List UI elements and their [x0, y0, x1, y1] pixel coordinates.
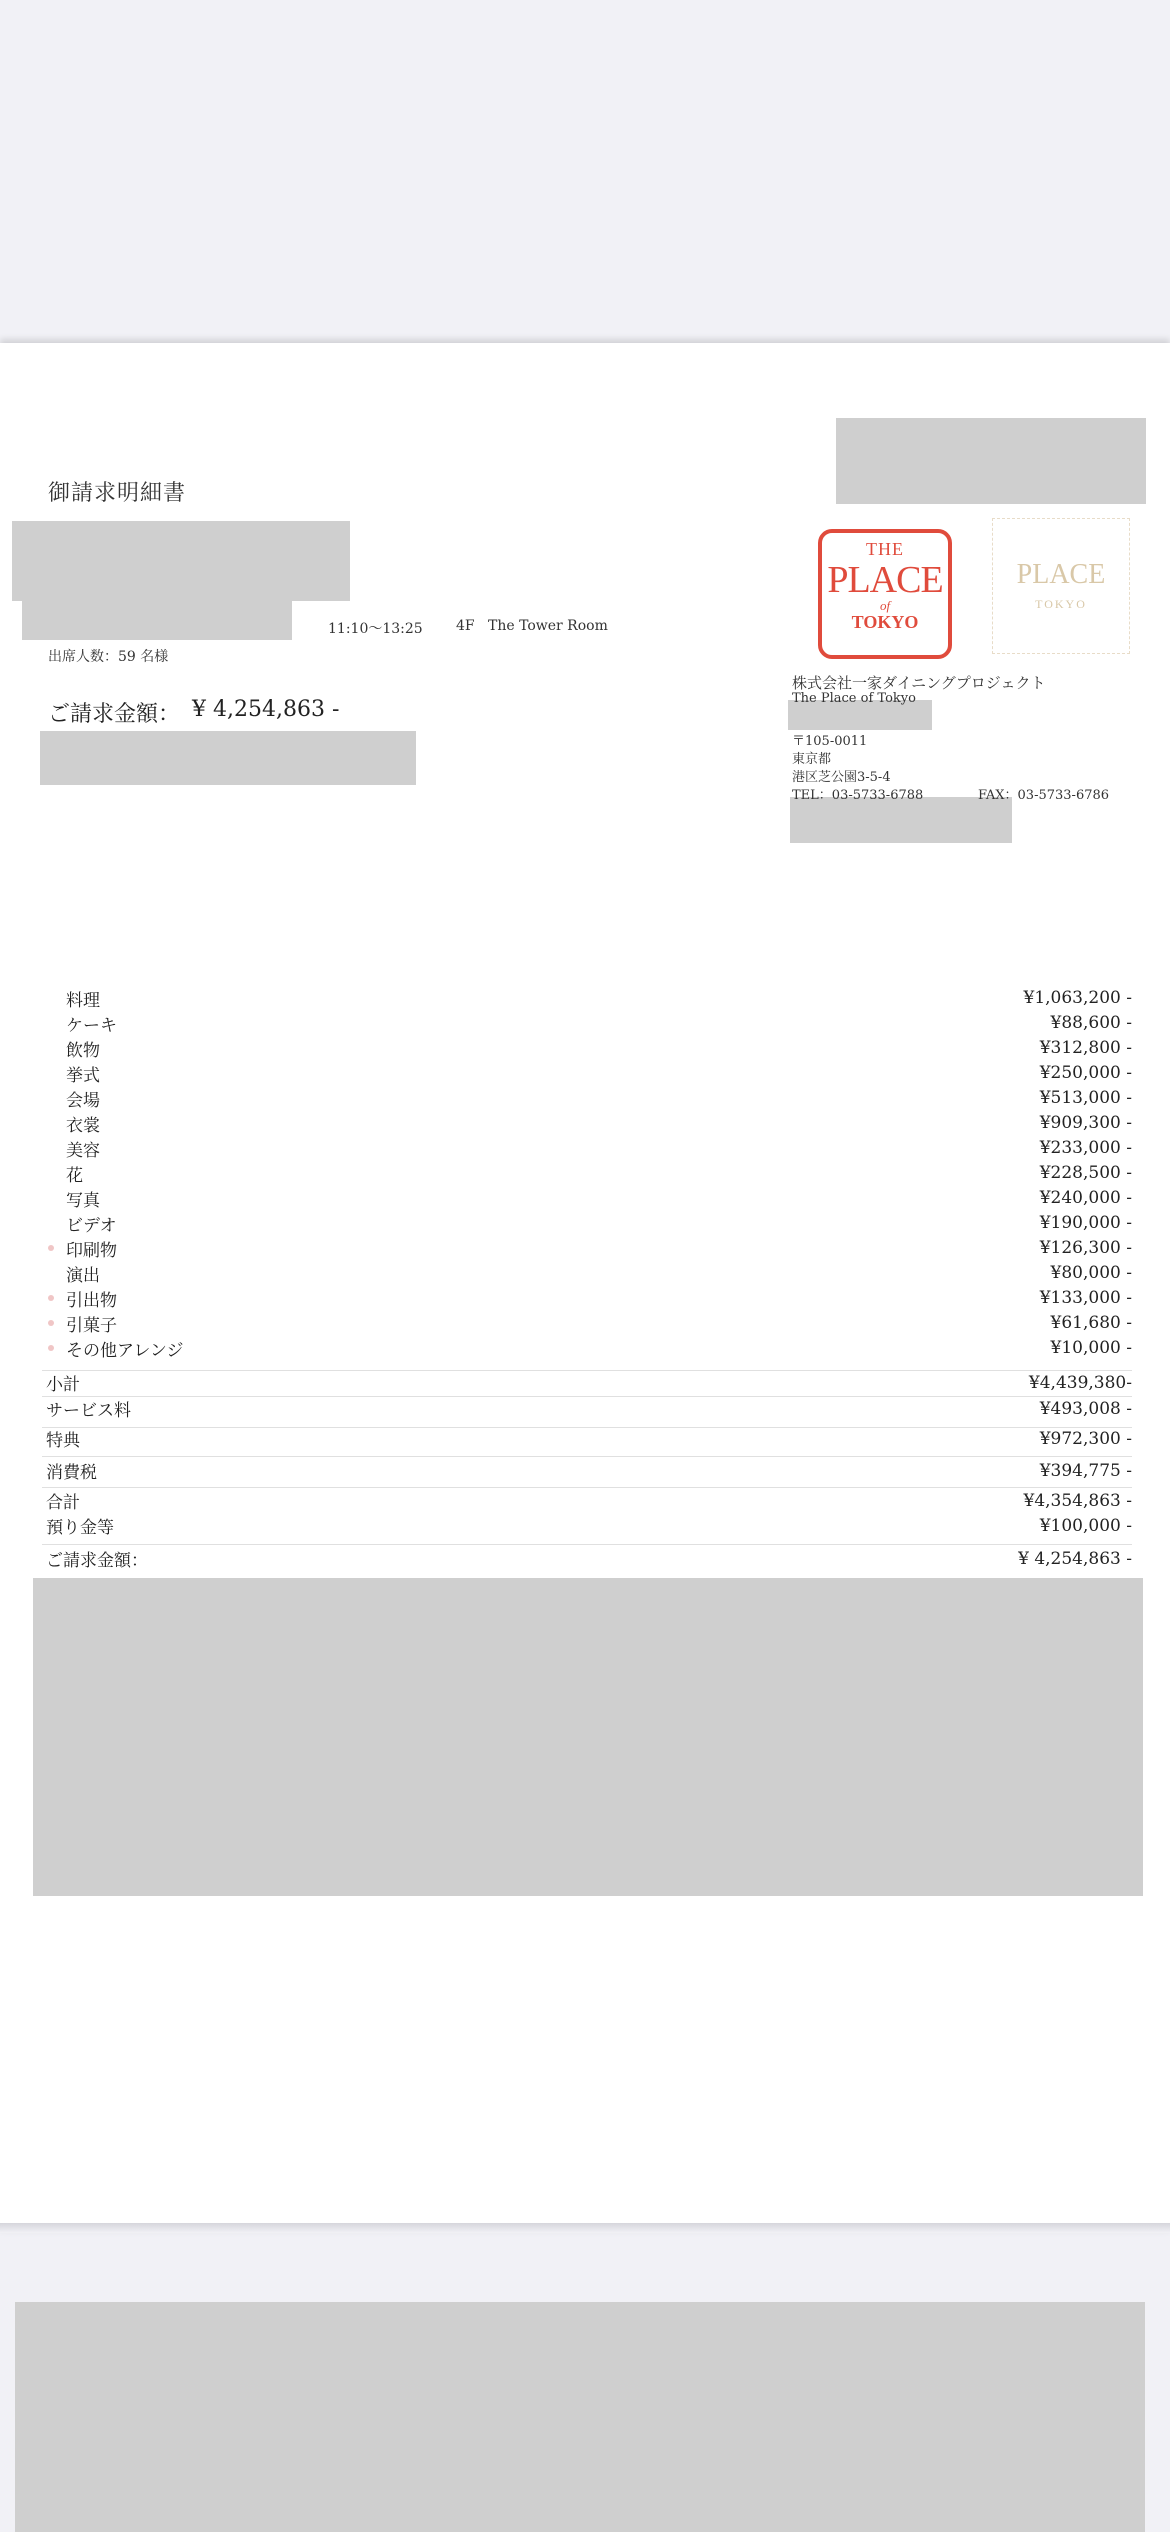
- row-divider: [42, 1456, 1132, 1457]
- redacted-block: [33, 1578, 1143, 1896]
- consumption-tax-value: ¥394,775 -: [1039, 1461, 1132, 1481]
- line-item-label: 花: [66, 1166, 83, 1186]
- row-divider: [42, 1427, 1132, 1428]
- redacted-block: [15, 2302, 1145, 2532]
- line-item-label: 会場: [66, 1091, 100, 1111]
- benefit-value: ¥972,300 -: [1039, 1429, 1132, 1449]
- subtotal-value: ¥4,439,380-: [1028, 1373, 1132, 1393]
- line-item-value: ¥80,000 -: [1050, 1263, 1132, 1283]
- consumption-tax-label: 消費税: [46, 1463, 97, 1483]
- address-line-2: 港区芝公園3-5-4: [792, 770, 891, 785]
- faint-logo-text: PLACE: [1016, 559, 1106, 590]
- line-item-value: ¥1,063,200 -: [1023, 988, 1132, 1008]
- company-name: 株式会社一家ダイニングプロジェクト: [792, 674, 1046, 692]
- amount-due-value: ¥ 4,254,863 -: [1018, 1549, 1132, 1569]
- line-item-label: 衣裳: [66, 1116, 100, 1136]
- total-label: 合計: [46, 1493, 80, 1513]
- line-item-label: その他アレンジ: [66, 1341, 184, 1361]
- redacted-block: [40, 731, 416, 785]
- row-divider: [42, 1370, 1132, 1371]
- address-line-1: 東京都: [792, 752, 832, 767]
- company-name-en: The Place of Tokyo: [792, 691, 916, 706]
- bullet-icon: [48, 1295, 54, 1301]
- line-item-label: 引菓子: [66, 1316, 117, 1336]
- faint-logo-text: TOKYO: [1035, 597, 1087, 611]
- line-item-value: ¥228,500 -: [1039, 1163, 1132, 1183]
- line-item-value: ¥909,300 -: [1039, 1113, 1132, 1133]
- page-separator: [0, 2223, 1170, 2233]
- faint-logo-watermark: [992, 518, 1130, 654]
- line-item-label: ケーキ: [66, 1016, 117, 1036]
- line-item-value: ¥190,000 -: [1039, 1213, 1132, 1233]
- subtotal-label: 小計: [46, 1375, 80, 1395]
- line-item-value: ¥88,600 -: [1050, 1013, 1132, 1033]
- bullet-icon: [48, 1245, 54, 1251]
- phone-number: TEL：03-5733-6788: [792, 788, 924, 803]
- line-item-value: ¥233,000 -: [1039, 1138, 1132, 1158]
- line-item-label: 飲物: [66, 1041, 100, 1061]
- postal-code: 〒105-0011: [792, 734, 868, 749]
- deposit-label: 預り金等: [46, 1518, 114, 1538]
- event-room: The Tower Room: [488, 618, 608, 634]
- logo-text: of: [879, 598, 891, 613]
- bullet-icon: [48, 1345, 54, 1351]
- amount-due-label: ご請求金額：: [46, 1551, 148, 1571]
- line-item-label: ビデオ: [66, 1216, 117, 1236]
- row-divider: [42, 1487, 1132, 1488]
- logo-text: TOKYO: [851, 612, 919, 632]
- line-item-value: ¥250,000 -: [1039, 1063, 1132, 1083]
- service-charge-label: サービス料: [46, 1401, 131, 1421]
- benefit-label: 特典: [46, 1431, 80, 1451]
- line-item-value: ¥126,300 -: [1039, 1238, 1132, 1258]
- line-item-value: ¥240,000 -: [1039, 1188, 1132, 1208]
- line-item-value: ¥133,000 -: [1039, 1288, 1132, 1308]
- redacted-block: [836, 418, 1146, 504]
- attendee-count: 出席人数：59 名様: [48, 649, 169, 665]
- fax-number: FAX：03-5733-6786: [978, 788, 1110, 803]
- line-item-label: 演出: [66, 1266, 100, 1286]
- the-place-of-tokyo-logo: [818, 529, 952, 659]
- line-item-label: 美容: [66, 1141, 100, 1161]
- document-title: 御請求明細書: [48, 481, 187, 506]
- line-item-value: ¥312,800 -: [1039, 1038, 1132, 1058]
- row-divider: [42, 1544, 1132, 1545]
- total-value: ¥4,354,863 -: [1023, 1491, 1132, 1511]
- logo-text: THE: [866, 539, 904, 559]
- redacted-block: [22, 600, 292, 640]
- line-item-value: ¥61,680 -: [1050, 1313, 1132, 1333]
- billing-label: ご請求金額：: [48, 702, 181, 727]
- top-background: [0, 0, 1170, 340]
- redacted-block: [12, 521, 350, 601]
- line-item-label: 印刷物: [66, 1241, 117, 1261]
- line-item-label: 引出物: [66, 1291, 117, 1311]
- deposit-value: ¥100,000 -: [1039, 1516, 1132, 1536]
- line-item-label: 写真: [66, 1191, 100, 1211]
- logo-text: PLACE: [827, 559, 943, 601]
- line-item-value: ¥10,000 -: [1050, 1338, 1132, 1358]
- line-item-label: 料理: [66, 991, 100, 1011]
- line-item-label: 挙式: [66, 1066, 100, 1086]
- event-floor: 4F: [456, 618, 475, 634]
- row-divider: [42, 1396, 1132, 1397]
- line-item-value: ¥513,000 -: [1039, 1088, 1132, 1108]
- event-time: 11:10〜13:25: [328, 621, 423, 637]
- bullet-icon: [48, 1320, 54, 1326]
- redacted-block: [790, 797, 1012, 843]
- service-charge-value: ¥493,008 -: [1039, 1399, 1132, 1419]
- billing-amount: ¥ 4,254,863 -: [192, 697, 340, 722]
